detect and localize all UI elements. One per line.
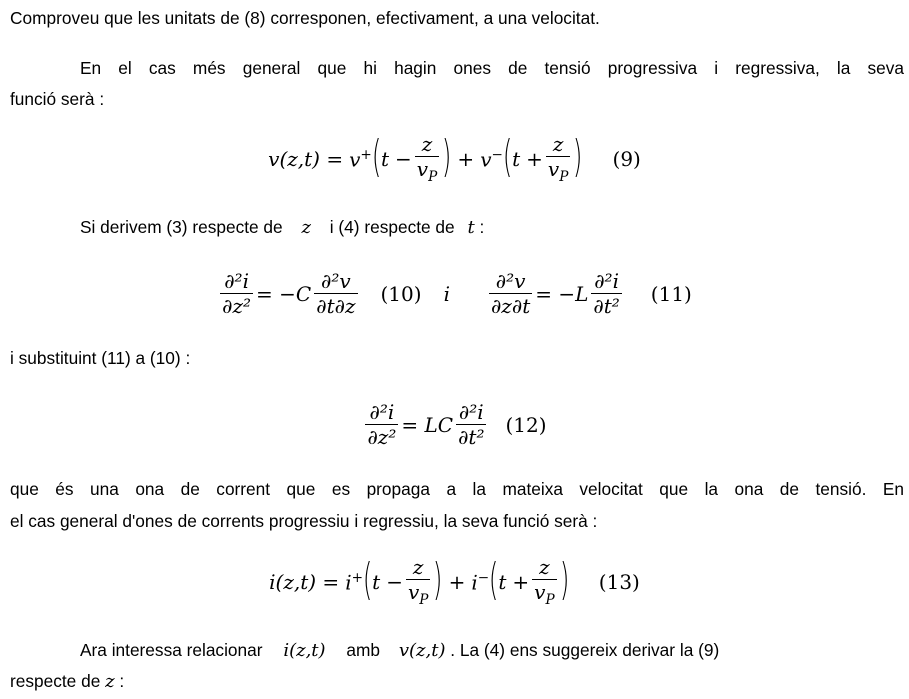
text-line: que és una ona de corrent que es propaga a la mateixa velocitat que la ona de tensió. En: [10, 479, 904, 499]
paragraph-derive: Si derivem (3) respecte de z i (4) respecte de t :: [80, 217, 485, 238]
eq11-mid: = −L: [535, 282, 589, 306]
text-line: i (4) respecte de: [329, 217, 455, 237]
eq9-frac1: $\frac{z}{v_P}$: [416, 131, 438, 185]
text-line: En el cas més general que hi hagin ones de tensió progressiva i regressiva, la seva: [80, 58, 904, 78]
math-i-zt: i(z,t): [283, 640, 326, 661]
eq9-lhs: v(z,t) =: [268, 147, 344, 171]
eq12-label: (12): [505, 413, 547, 437]
text-line: . La (4) ens suggereix derivar la (9): [450, 640, 720, 660]
eq13-paren-open: (: [362, 554, 373, 605]
eq9-plus2: +: [526, 147, 543, 171]
paragraph-general-case-cont: [10, 82, 904, 116]
eq13-f2: i−: [471, 569, 490, 595]
eq11-frac1: $\frac{\text{∂²v}}{\partial z\partial t}$: [490, 269, 531, 318]
eq13-t: t: [372, 570, 381, 594]
eq13-t2: t: [498, 570, 507, 594]
eq13-paren-close2: ): [559, 554, 569, 605]
eq13-minus: −: [386, 570, 403, 594]
eq13-lhs: i(z,t) =: [269, 570, 340, 594]
eq11-frac2: $\frac{\text{∂²i}}{\text{∂t²}}$: [593, 269, 620, 318]
eq10-label: (10): [380, 282, 422, 306]
eq10-frac1: $\frac{\text{∂²i}}{\text{∂z²}}$: [222, 269, 252, 318]
eq9-label: (9): [612, 147, 641, 171]
paragraph-general-case: [80, 51, 904, 85]
text-line: amb: [346, 640, 380, 660]
paragraph-current-wave-cont: [10, 504, 904, 538]
paragraph-substitute: [10, 341, 904, 375]
equation-9: [0, 128, 909, 190]
eq13-paren-close: ): [433, 554, 443, 605]
eq12-frac2: $\frac{\text{∂²i}}{\text{∂t²}}$: [458, 400, 485, 449]
eq11-label: (11): [650, 282, 692, 306]
math-t: t: [467, 217, 475, 238]
eq13-f1: i+: [345, 569, 363, 595]
equation-10-11: [0, 262, 909, 326]
eq9-plus: +: [457, 147, 475, 171]
text-line: Comproveu que les unitats de (8) corresponen, efectivament, a una velocitat.: [10, 8, 600, 28]
equation-13: [0, 551, 909, 613]
eq10-frac2: $\frac{\text{∂²v}}{\partial t\partial z}$: [316, 269, 356, 318]
eq9-paren-open2: (: [502, 131, 513, 182]
eq9-frac2: $\frac{z}{v_P}$: [547, 131, 569, 185]
math-z: z: [301, 217, 311, 238]
eq12-mid: = LC: [401, 413, 454, 437]
eq10-mid: = −C: [256, 282, 312, 306]
eq9-t2: t: [512, 147, 521, 171]
eq13-frac2: $\frac{z}{v_P}$: [534, 554, 555, 608]
text-line: Ara interessa relacionar: [80, 640, 263, 660]
eq12-frac1: $\frac{\text{∂²i}}{\text{∂z²}}$: [367, 400, 397, 449]
text-line: funció serà :: [10, 89, 105, 109]
equation-12: [0, 393, 909, 457]
text-line: Si derivem (3) respecte de: [80, 217, 283, 237]
eq-conjunction: i: [443, 282, 450, 306]
eq13-frac1: $\frac{z}{v_P}$: [407, 554, 429, 608]
math-v-zt: v(z,t): [398, 640, 446, 661]
text-line: el cas general d'ones de corrents progressiu i regressiu, la seva funció serà :: [10, 511, 598, 531]
text-line: i substituint (11) a (10) :: [10, 348, 191, 368]
eq13-plus: +: [448, 570, 466, 594]
eq9-paren-close2: ): [573, 131, 583, 182]
eq9-paren-open: (: [371, 131, 382, 182]
eq9-minus: −: [395, 147, 412, 171]
text-line: respecte de: [10, 671, 101, 691]
eq9-t: t: [380, 147, 390, 171]
eq9-paren-close: ): [442, 131, 452, 182]
math-z: z: [105, 671, 115, 692]
eq13-plus2: +: [512, 570, 530, 594]
paragraph-current-wave: [10, 472, 904, 506]
eq9-f2: v−: [480, 146, 503, 172]
eq13-label: (13): [598, 570, 640, 594]
eq9-f1: v+: [349, 146, 372, 172]
paragraph-relate-cont: respecte de z :: [10, 671, 125, 692]
paragraph-relate: [80, 633, 904, 668]
paragraph-units-check: [10, 1, 904, 35]
eq13-paren-open2: (: [489, 554, 499, 605]
